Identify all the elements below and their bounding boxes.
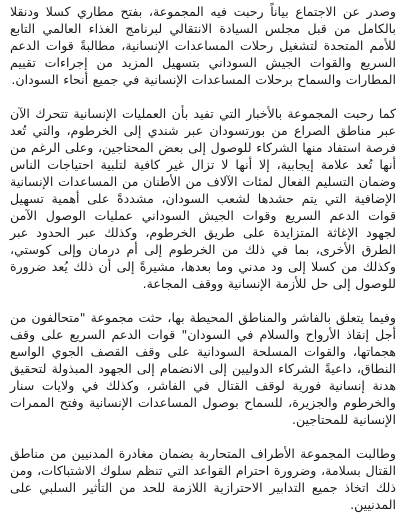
paragraph-statement: وصدر عن الاجتماع بياناً رحبت فيه المجموعة، بفتح مطاري كسلا ودنقلا بالكامل من قبل مجلس السيادة الانتقالي لبرنامج الغذاء العالمي التابع للأمم المتحدة لتشغيل رحلات المساعدات الإنسانية، مطالبةً قوات الدعم السريع والقوات الجيش السوداني بتسهيل المزيد من إجراءات تقييم المطارات والسماح برحلات المساعدات الإنسانية في جميع أنحاء السودان. — [10, 4, 396, 87]
paragraph-el-fasher: وفيما يتعلق بالفاشر والمناطق المحيطة بها، حثت مجموعة "متحالفون من أجل إنقاذ الأرواح والسلام في السودان" قوات الدعم السريع على وقف هجماتها، والقوات المسلحة السودانية على وقف القصف الجوي الواسع النطاق، داعيةً الشركاء الدوليين إلى الانضمام إلى الجهود المبذولة لتحقيق هدنة إنسانية فورية لوقف القتال في الفاشر، وكذلك في ولايات سنار والخرطوم والجزيرة، للسماح بوصول المساعدات الإنسانية وفتح الممرات الإنسانية للمحتاجين. — [10, 310, 396, 427]
paragraph-civilians: وطالبت المجموعة الأطراف المتحاربة بضمان مغادرة المدنيين من مناطق القتال بسلامة، وضرورة احترام القواعد التي تنظم سلوك الاشتباكات، ومن ذلك اتخاذ جميع التدابير الاحترازية اللازمة للحد من التأثير السلبي على المدنيين. — [10, 446, 396, 512]
paragraph-humanitarian-routes: كما رحبت المجموعة بالأخبار التي تفيد بأن العمليات الإنسانية تتحرك الآن عبر مناطق الصراع من بورتسودان عبر شندي إلى الخرطوم، والتي تُعد فرصة استفاد منها الشركاء للوصول إلى بعض المحتاجين، وعلى الرغم من أنها تُعد علامة إيجابية، إلا أنها لا تزال غير كافية لتلبية احتياجات الناس وضمان التسليم الفعال لمئات الآلاف من الأطنان من المساعدات الإنسانية الإضافية التي يتم حشدها لشعب السودان، مشددةً على أهمية تسهيل قوات الدعم السريع وقوات الجيش السوداني عمليات الوصول الآمن لجهود الإغاثة المتزايدة على طريق الخرطوم، وكذلك عبر الحدود عبر الطرق الأخرى، بما في ذلك من الخرطوم إلى أم درمان وإلى كوستي، وكذلك من كسلا إلى ود مدني وما بعدها، مشيرةً إلى أن ذلك يُعد ضرورة للوصول إلى حل للأزمة الإنسانية ووقف المجاعة. — [10, 106, 396, 291]
